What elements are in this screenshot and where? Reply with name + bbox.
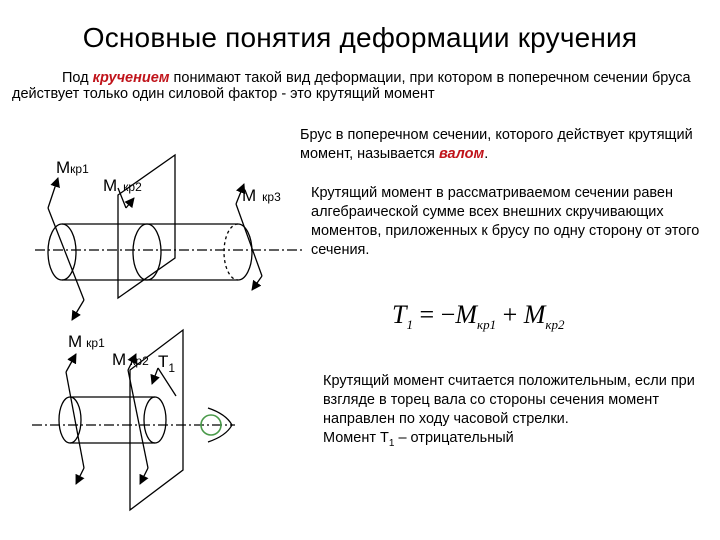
bottom-m1-arrow-down [76,468,84,484]
formula-lhs-sub: 1 [406,317,413,332]
top-m1-arrow-down [72,300,84,320]
formula-m2-sub: кр2 [545,317,565,332]
label-top-m2-sub: кр2 [123,180,142,194]
bottom-m1-arrow-up [66,354,76,372]
top-shaft-right-end [238,224,252,280]
label-top-m3-letter: М [242,186,257,205]
sign-rule-line2-before: Момент Т [323,430,389,446]
label-top-m1-letter: М [56,158,71,177]
term-shaft: валом [438,146,485,162]
sum-rule-paragraph: Крутящий момент в рассматриваемом сечении равен алгебраической сумме всех внешних скручивающих моментов, приложенных к брусу по одну сторону от этого сечения. [311,185,700,258]
label-top-m3-sub: кр3 [262,190,281,204]
top-m3-arrow-up [236,184,244,204]
sign-rule-line2-sub: 1 [388,437,395,449]
label-bottom-m2-letter: М [112,350,127,369]
top-m3-arrow-down [252,276,262,290]
formula-minus: − [440,300,456,329]
formula-m1-sub: кр1 [476,317,497,332]
label-bottom-t1-sub: 1 [168,361,176,375]
bottom-shaft-diagram [32,330,235,510]
formula-eq: = [419,300,435,329]
top-shaft-right-end-hidden [224,224,238,280]
term-torsion: кручением [92,70,170,86]
bottom-m2-lever [128,370,148,468]
bottom-t1-lever [158,368,176,396]
top-m1-arrow-up [48,178,58,208]
label-top-m2-letter: М [103,176,118,195]
top-m1-lever [48,208,84,300]
bottom-m2-arrow-up [128,354,136,370]
top-shaft-left-end [48,224,76,280]
top-shaft-diagram [35,155,305,320]
sign-rule-line1: Крутящий момент считается положительным, если при взгляде в торец вала со стороны сечения момент направлен по ходу часовой стрелки. [323,373,695,427]
label-bottom-t1-letter: Т [158,352,169,371]
top-m2-arrow [126,198,134,208]
label-bottom-m1-sub: кр1 [86,336,105,350]
label-bottom-m1-letter: М [68,332,83,351]
bottom-t1-arrow [152,368,158,384]
bottom-m2-arrow-down [140,468,148,484]
sign-rule-line2-after: – отрицательный [394,430,514,446]
intro-after: понимают такой вид деформации, при котором в поперечном сечении бруса действует только один силовой фактор - это крутящий момент [12,70,691,102]
intro-before: Под [62,70,93,86]
formula-plus: + [502,300,518,329]
top-section-ellipse [133,224,161,280]
shaft-def-after: . [484,146,489,162]
top-cutting-plane [118,155,175,298]
bottom-section-ellipse [144,397,166,443]
label-top-m1-sub: кр1 [70,162,89,176]
label-bottom-m2-sub: кр2 [130,354,149,368]
shaft-def-before: Брус в поперечном сечении, которого действует крутящий момент, называется [300,127,693,162]
slide-title: Основные понятия деформации кручения [82,22,638,53]
formula-m2: M [523,300,546,329]
formula-lhs: T [392,300,407,329]
formula-m1: M [455,300,477,329]
top-m3-lever [236,204,262,276]
